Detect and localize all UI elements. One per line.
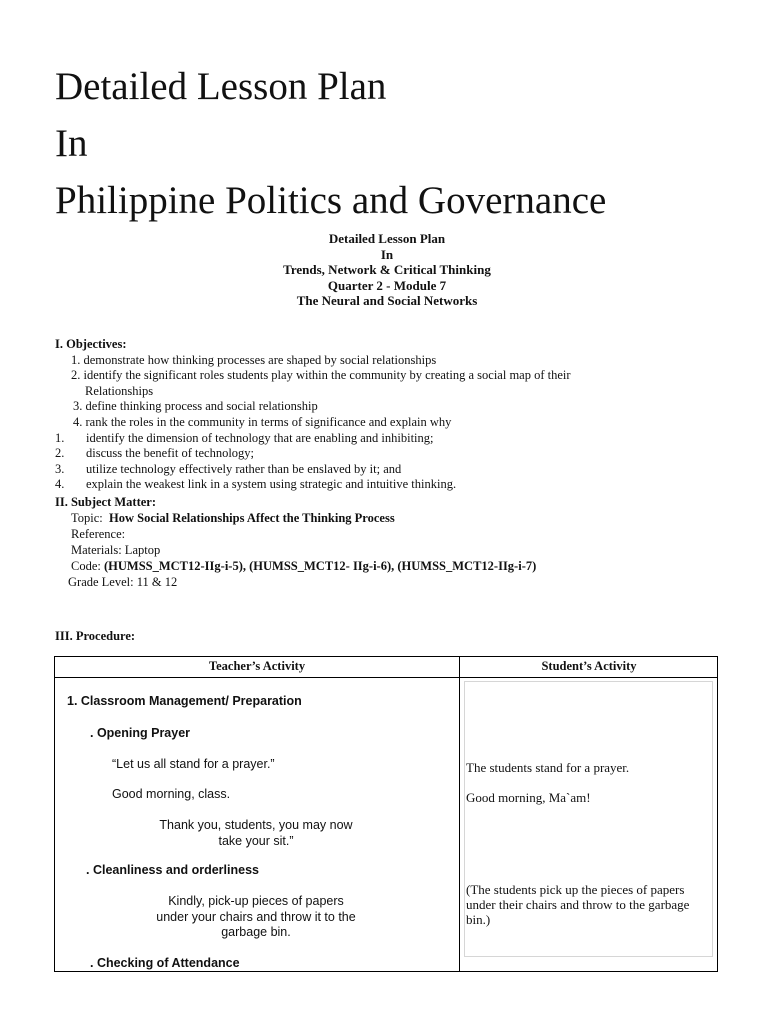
code-label: Code: bbox=[71, 559, 101, 573]
document-title bbox=[55, 58, 606, 229]
title-line-3: Philippine Politics and Governance bbox=[55, 179, 607, 222]
numbered-objective bbox=[55, 431, 755, 447]
objectives-section bbox=[55, 337, 755, 493]
cleanliness-item: . Cleanliness and orderliness bbox=[86, 863, 259, 877]
student-pickup-line-2: under their chairs and throw to the garbage bbox=[466, 897, 690, 912]
teacher-greeting: Good morning, class. bbox=[112, 787, 231, 801]
opening-prayer-item: . Opening Prayer bbox=[90, 726, 191, 740]
subheader-line-5: The Neural and Social Networks bbox=[296, 293, 478, 309]
objective-item: 2. identify the significant roles students play within the community by creating a social map of their bbox=[71, 368, 571, 383]
grade-level-line: Grade Level: 11 & 12 bbox=[68, 575, 178, 589]
code-line bbox=[55, 558, 536, 574]
column-divider bbox=[459, 657, 460, 971]
student-activity-header: Student’s Activity bbox=[541, 659, 637, 673]
pickup-instruction-line-3: garbage bin. bbox=[221, 925, 291, 939]
subject-matter-section bbox=[55, 494, 536, 590]
topic-label: Topic: bbox=[71, 511, 103, 525]
student-pickup-response bbox=[466, 882, 718, 927]
objectives-heading: I. Objectives: bbox=[55, 337, 127, 351]
student-pickup-line-1: (The students pick up the pieces of papers bbox=[466, 882, 685, 897]
objective-number: 1. bbox=[55, 430, 65, 445]
code-value: (HUMSS_MCT12-IIg-i-7) bbox=[397, 559, 537, 573]
prayer-instruction: “Let us all stand for a prayer.” bbox=[112, 757, 275, 771]
objective-text: utilize technology effectively rather than be enslaved by it; and bbox=[86, 461, 402, 476]
teacher-activity-header: Teacher’s Activity bbox=[208, 659, 306, 673]
numbered-objective bbox=[55, 462, 755, 478]
materials-line: Materials: Laptop bbox=[71, 543, 161, 557]
student-prayer-response: The students stand for a prayer. bbox=[466, 760, 630, 775]
topic-value: How Social Relationships Affect the Thinking Process bbox=[109, 511, 395, 525]
procedure-heading: III. Procedure: bbox=[55, 629, 136, 643]
objective-text: explain the weakest link in a system using strategic and intuitive thinking. bbox=[86, 477, 457, 492]
subheader-line-3: Trends, Network & Critical Thinking bbox=[283, 262, 491, 278]
teacher-thanks-line-2: take your sit.” bbox=[218, 833, 294, 848]
numbered-objective bbox=[55, 477, 755, 493]
lesson-subheader bbox=[0, 231, 768, 309]
procedure-table bbox=[54, 656, 718, 972]
classroom-management-item: 1. Classroom Management/ Preparation bbox=[67, 694, 302, 708]
subheader-line-1: Detailed Lesson Plan bbox=[328, 231, 446, 246]
teacher-thanks-line-1: Thank you, students, you may now bbox=[159, 818, 353, 832]
title-line-1: Detailed Lesson Plan bbox=[55, 65, 387, 108]
objective-item: 4. rank the roles in the community in terms of significance and explain why bbox=[73, 414, 452, 429]
pickup-instruction-line-2: under your chairs and throw it to the bbox=[156, 909, 356, 924]
pickup-instruction-line-1: Kindly, pick-up pieces of papers bbox=[168, 894, 344, 908]
attendance-item: . Checking of Attendance bbox=[90, 956, 240, 970]
pickup-instruction bbox=[75, 894, 437, 941]
objective-number: 4. bbox=[55, 477, 65, 492]
objective-item: 3. define thinking process and social relationship bbox=[73, 399, 318, 414]
objective-item: 1. demonstrate how thinking processes are shaped by social relationships bbox=[71, 352, 437, 367]
header-divider bbox=[55, 677, 717, 678]
teacher-thanks bbox=[75, 818, 437, 849]
subheader-line-4: Quarter 2 - Module 7 bbox=[327, 277, 447, 293]
objective-text: identify the dimension of technology that are enabling and inhibiting; bbox=[86, 430, 434, 445]
objective-item-continuation: Relationships bbox=[85, 383, 154, 398]
student-pickup-line-3: bin.) bbox=[466, 912, 491, 927]
topic-line bbox=[55, 510, 536, 526]
code-value: (HUMSS_MCT12-IIg-i-5), bbox=[103, 559, 246, 573]
subheader-line-2: In bbox=[380, 246, 394, 262]
numbered-objective bbox=[55, 446, 755, 462]
objective-number: 2. bbox=[55, 446, 65, 461]
objective-text: discuss the benefit of technology; bbox=[86, 446, 255, 461]
code-value: (HUMSS_MCT12- IIg-i-6), bbox=[249, 559, 395, 573]
reference-line: Reference: bbox=[71, 527, 126, 541]
student-greeting-response: Good morning, Ma`am! bbox=[466, 790, 591, 805]
objective-number: 3. bbox=[55, 461, 65, 476]
title-line-2: In bbox=[55, 122, 88, 165]
subject-matter-heading: II. Subject Matter: bbox=[55, 495, 157, 509]
